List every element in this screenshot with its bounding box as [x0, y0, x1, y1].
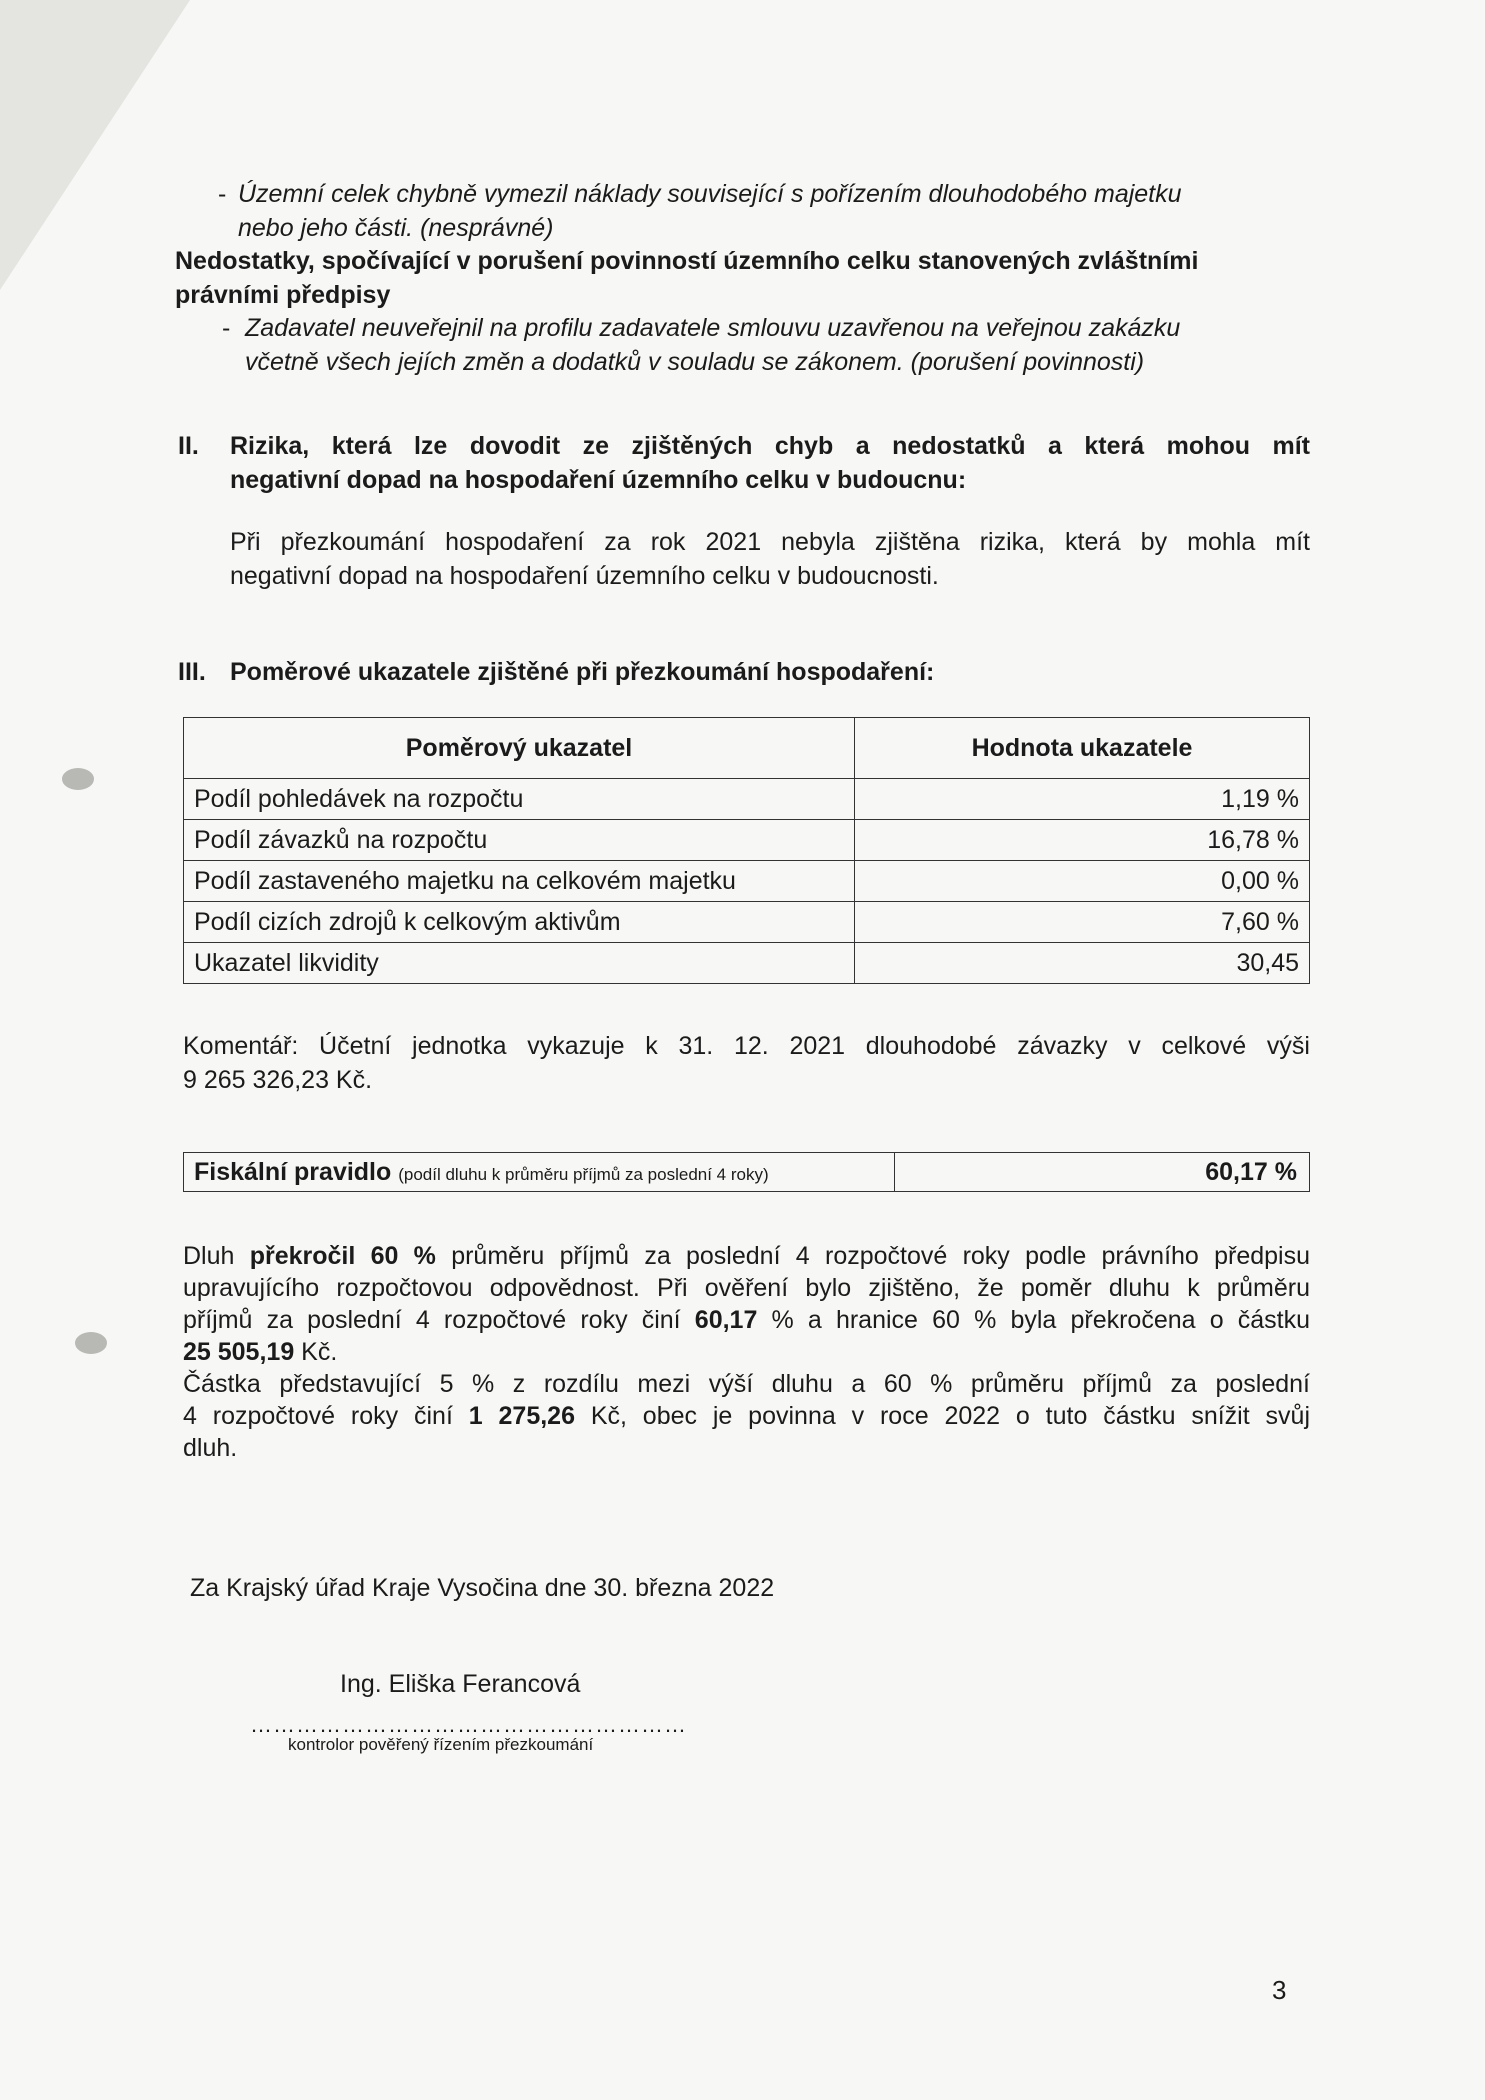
- comment-text: Komentář: Účetní jednotka vykazuje k 31. 12. 2021 dlouhodobé závazky v celkové výši: [183, 1032, 1310, 1060]
- debt-line: [183, 1400, 1310, 1432]
- debt-line: [183, 1240, 1310, 1272]
- ratio-name: Podíl zastaveného majetku na celkovém majetku: [184, 861, 855, 902]
- signatory-role: kontrolor pověřený řízením přezkoumání: [288, 1735, 594, 1754]
- signatory-name: Ing. Eliška Ferancová: [340, 1670, 581, 1698]
- ratio-name: Ukazatel likvidity: [184, 943, 855, 984]
- ratio-value: 1,19 %: [855, 779, 1310, 820]
- table-row: [184, 902, 1310, 943]
- page-number: 3: [1272, 1975, 1287, 2005]
- debt-line: Částka představující 5 % z rozdílu mezi výší dluhu a 60 % průměru příjmů za poslední: [183, 1370, 1310, 1398]
- debt-line: dluh.: [183, 1434, 238, 1462]
- debt-line: [183, 1304, 1310, 1336]
- section-heading-cont: právními předpisy: [175, 281, 391, 309]
- debt-text: průměru příjmů za poslední 4 rozpočtové roky podle právního předpisu: [435, 1242, 1310, 1270]
- ratio-value: 16,78 %: [855, 820, 1310, 861]
- punch-hole-bottom: [75, 1332, 107, 1354]
- section-number: II.: [178, 432, 199, 460]
- folded-corner: [0, 0, 190, 290]
- table-header-row: [184, 718, 1310, 779]
- list-dash: -: [218, 180, 227, 208]
- debt-text: % a hranice 60 % byla překročena o částku: [757, 1306, 1310, 1334]
- ratio-name: Podíl pohledávek na rozpočtu: [184, 779, 855, 820]
- column-header: Hodnota ukazatele: [855, 718, 1310, 779]
- debt-emphasis: 60,17: [694, 1306, 758, 1334]
- list-item-text-cont: nebo jeho části. (nesprávné): [238, 214, 554, 242]
- ratio-table: [183, 717, 1310, 984]
- fiscal-rule-box: [183, 1152, 1310, 1192]
- ratio-value: 0,00 %: [855, 861, 1310, 902]
- debt-text: Kč, obec je povinna v roce 2022 o tuto částku snížit svůj: [574, 1402, 1310, 1430]
- table-row: [184, 820, 1310, 861]
- list-item-text: Územní celek chybně vymezil náklady související s pořízením dlouhodobého majetku: [238, 180, 1182, 208]
- debt-amount: 25 505,19: [183, 1338, 295, 1366]
- signature-line: …………………………………………………: [250, 1712, 687, 1737]
- fiscal-rule-label: Fiskální pravidlo: [194, 1158, 392, 1186]
- violation-text-cont: včetně všech jejích změn a dodatků v souladu se zákonem. (porušení povinnosti): [245, 348, 1145, 376]
- debt-text: příjmů za poslední 4 rozpočtové roky činí: [183, 1306, 695, 1334]
- table-row: [184, 779, 1310, 820]
- list-dash: -: [222, 314, 231, 342]
- table-row: [184, 943, 1310, 984]
- table-row: [184, 861, 1310, 902]
- debt-text: Dluh: [183, 1242, 250, 1270]
- debt-emphasis: překročil 60 %: [249, 1242, 436, 1270]
- place-date: Za Krajský úřad Kraje Vysočina dne 30. března 2022: [190, 1574, 775, 1602]
- debt-text: 4 rozpočtové roky činí: [183, 1402, 469, 1430]
- violation-text: Zadavatel neuveřejnil na profilu zadavatele smlouvu uzavřenou na veřejnou zakázku: [245, 314, 1181, 342]
- section-body-cont: negativní dopad na hospodaření územního celku v budoucnosti.: [230, 562, 939, 590]
- ratio-name: Podíl cizích zdrojů k celkovým aktivům: [184, 902, 855, 943]
- fiscal-rule-sublabel: (podíl dluhu k průměru příjmů za poslední 4 roky): [398, 1165, 769, 1184]
- section-title: Poměrové ukazatele zjištěné při přezkoumání hospodaření:: [230, 658, 935, 686]
- section-title-cont: negativní dopad na hospodaření územního celku v budoucnu:: [230, 466, 967, 494]
- punch-hole-top: [62, 768, 94, 790]
- fiscal-rule-label-cell: [184, 1153, 895, 1191]
- section-body: Při přezkoumání hospodaření za rok 2021 nebyla zjištěna rizika, která by mohla mít: [230, 528, 1310, 556]
- column-header: Poměrový ukazatel: [184, 718, 855, 779]
- ratio-name: Podíl závazků na rozpočtu: [184, 820, 855, 861]
- debt-text: Kč.: [294, 1338, 338, 1366]
- debt-amount: 1 275,26: [468, 1402, 575, 1430]
- section-number: III.: [178, 658, 206, 686]
- ratio-value: 30,45: [855, 943, 1310, 984]
- debt-line: upravujícího rozpočtovou odpovědnost. Při ověření bylo zjištěno, že poměr dluhu k průměru: [183, 1274, 1310, 1302]
- section-heading: Nedostatky, spočívající v porušení povinností územního celku stanovených zvláštními: [175, 247, 1199, 275]
- debt-line: [183, 1336, 337, 1368]
- ratio-value: 7,60 %: [855, 902, 1310, 943]
- comment-text-cont: 9 265 326,23 Kč.: [183, 1066, 373, 1094]
- fiscal-rule-value: 60,17 %: [1205, 1158, 1297, 1186]
- section-title: Rizika, která lze dovodit ze zjištěných chyb a nedostatků a která mohou mít: [230, 432, 1310, 460]
